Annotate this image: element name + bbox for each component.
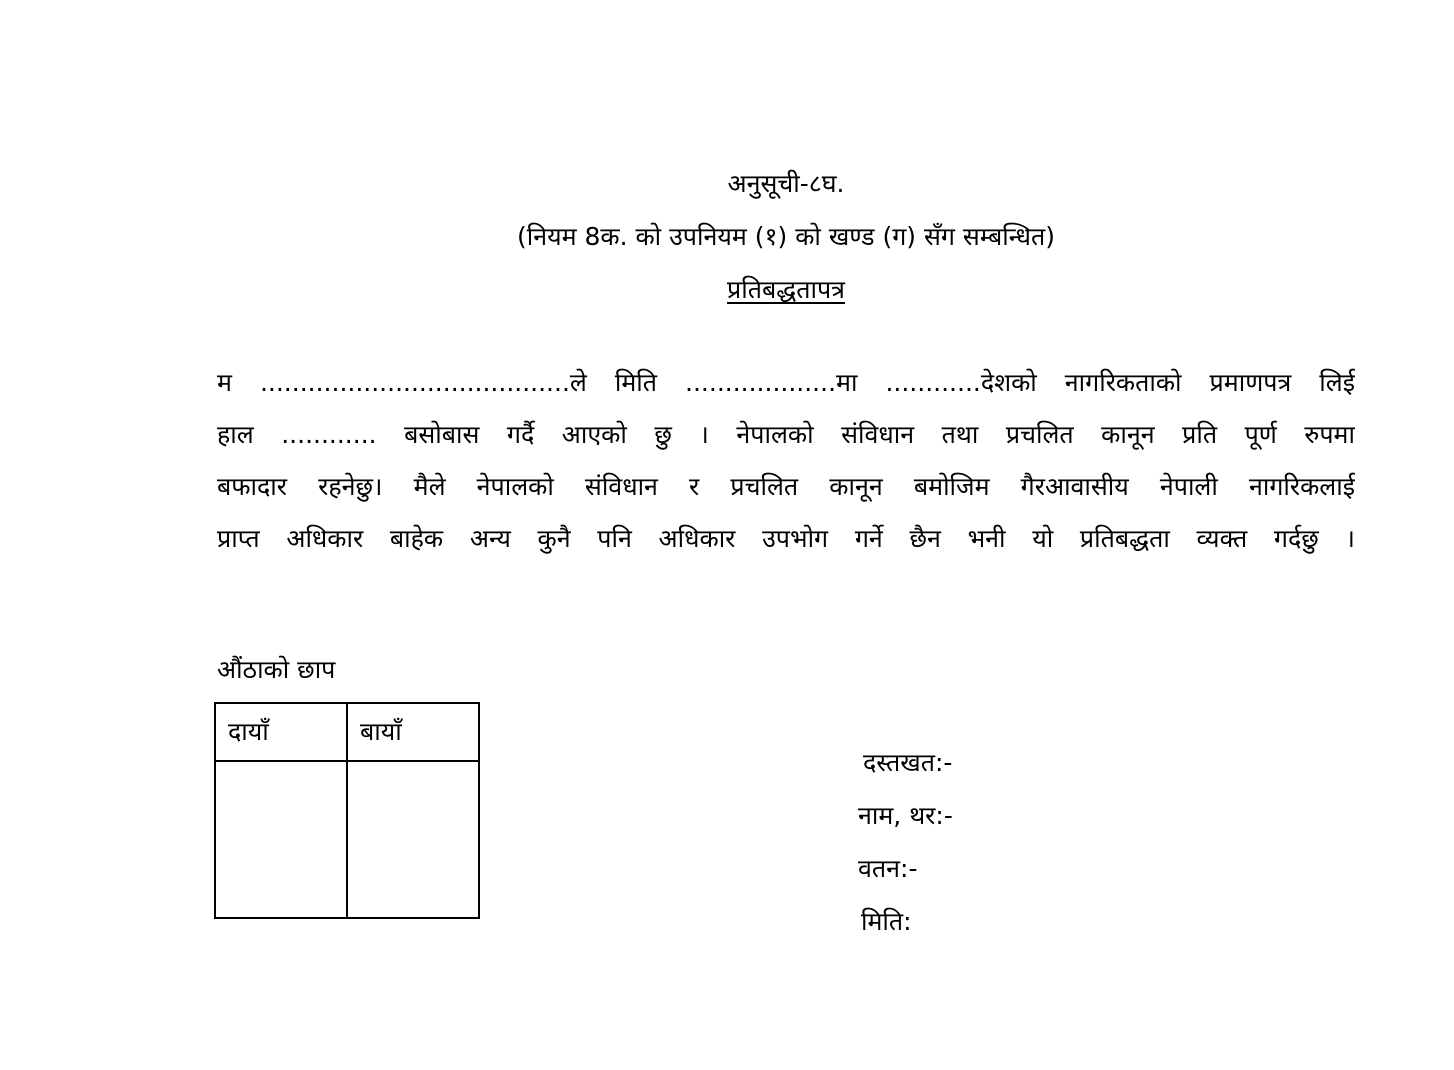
thumbprint-header-row [215,703,479,761]
schedule-title: अनुसूची-८घ. [727,169,845,198]
left-thumb-header: बायाँ [347,703,479,761]
document-title: प्रतिबद्धतापत्र [727,275,845,304]
paragraph-line-3: बफादार रहनेछु। मैले नेपालको संविधान र प्रचलित कानून बमोजिम गैरआवासीय नेपाली नागरिकलाई [217,472,1355,501]
address-field-label: वतन:- [858,854,918,883]
signature-field-label: दस्तखत:- [863,748,953,777]
date-field-label: मिति: [861,907,912,936]
left-thumb-box [347,761,479,918]
thumbprint-table [214,702,480,919]
paragraph-line-4: प्राप्त अधिकार बाहेक अन्य कुनै पनि अधिकार उपभोग गर्ने छैन भनी यो प्रतिबद्धता व्यक्त गर्दछु । [217,524,1355,553]
commitment-paragraph [217,361,1355,569]
thumbprint-box-row [215,761,479,918]
name-field-label: नाम, थर:- [858,801,953,830]
paragraph-line-1: म .......................................ले मिति ...................मा ............देशको नागरिकताको प्रमाणपत्र लिई [217,368,1355,397]
right-thumb-box [215,761,347,918]
schedule-subtitle: (नियम 8क. को उपनियम (१) को खण्ड (ग) सँग सम्बन्धित) [516,222,1056,251]
right-thumb-header: दायाँ [215,703,347,761]
thumbprint-label: औंठाको छाप [217,655,336,684]
paragraph-line-2: हाल ............ बसोबास गर्दै आएको छु । नेपालको संविधान तथा प्रचलित कानून प्रति पूर्ण रुपमा [217,420,1355,449]
